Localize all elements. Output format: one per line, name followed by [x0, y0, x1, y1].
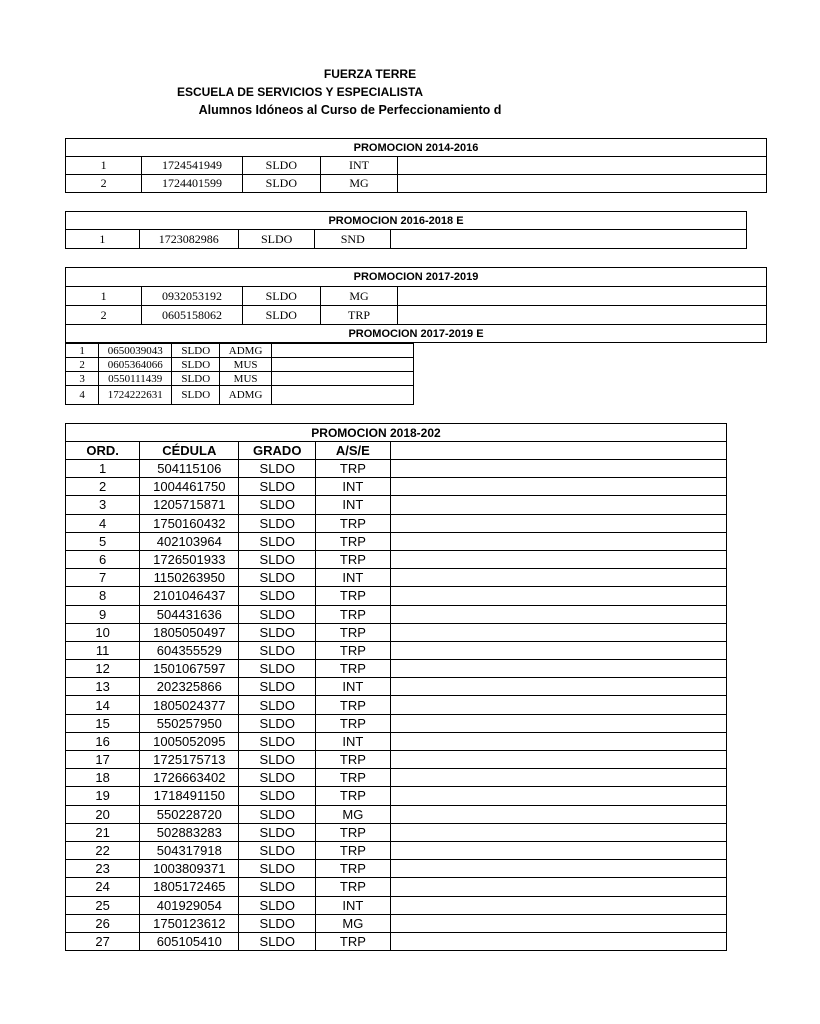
cell-ord: 1: [66, 460, 140, 478]
cell-grado: SLDO: [239, 550, 316, 568]
cell-grado: SLDO: [239, 696, 316, 714]
table-row: 4 1724222631 SLDO ADMG: [66, 386, 414, 405]
header-line-2: ESCUELA DE SERVICIOS Y ESPECIALISTA: [176, 85, 424, 99]
cell-ase: TRP: [316, 751, 390, 769]
cell-cedula: 1003809371: [140, 860, 239, 878]
cell-empty: [390, 660, 726, 678]
cell-ase: TRP: [316, 823, 390, 841]
cell-ase: TRP: [316, 696, 390, 714]
cell-empty: [390, 569, 726, 587]
cell-grado: SLDO: [239, 896, 316, 914]
cell-ase: TRP: [316, 587, 390, 605]
cell-ord: 27: [66, 932, 140, 950]
cell-cedula: 1750123612: [140, 914, 239, 932]
cell-empty: [390, 769, 726, 787]
table-row: [66, 460, 727, 478]
table-row: [66, 532, 727, 550]
table-row: [66, 660, 727, 678]
cell-grado: SLDO: [239, 841, 316, 859]
cell-grado: SLDO: [239, 751, 316, 769]
cell-grado: SLDO: [239, 769, 316, 787]
cell-grado: SLDO: [239, 787, 316, 805]
cell-cedula: 402103964: [140, 532, 239, 550]
table-row: [66, 678, 727, 696]
cell-empty: [390, 678, 726, 696]
cell-cedula: 504115106: [140, 460, 239, 478]
cell-grado: SLDO: [239, 914, 316, 932]
cell-empty: [390, 787, 726, 805]
cell-ase: TRP: [316, 769, 390, 787]
cell-ase: TRP: [316, 641, 390, 659]
cell-cedula: 1805172465: [140, 878, 239, 896]
cell-grado: SLDO: [239, 460, 316, 478]
table-row: [66, 569, 727, 587]
table-row: [66, 841, 727, 859]
table-header-row: [66, 442, 727, 460]
table-promocion-2016-2018: [65, 211, 747, 249]
table-row: [66, 514, 727, 532]
cell-cedula: 1004461750: [140, 478, 239, 496]
cell-cedula: 202325866: [140, 678, 239, 696]
cell-ord: 16: [66, 732, 140, 750]
table-row: 2 0605364066 SLDO MUS: [66, 358, 414, 372]
cell-cedula: 1718491150: [140, 787, 239, 805]
cell-empty: [390, 641, 726, 659]
cell-empty: [390, 714, 726, 732]
cell-cedula: 550228720: [140, 805, 239, 823]
table-row: 1 0932053192 SLDO MG: [66, 287, 767, 306]
cell-grado: SLDO: [239, 623, 316, 641]
cell-cedula: 1205715871: [140, 496, 239, 514]
table-subtitle: PROMOCION 2017-2019 E: [66, 325, 767, 343]
cell-ase: INT: [316, 732, 390, 750]
cell-empty: [390, 587, 726, 605]
table-promocion-2017-2019-e: [65, 343, 414, 405]
cell-grado: SLDO: [239, 678, 316, 696]
cell-empty: [390, 496, 726, 514]
cell-ase: TRP: [316, 460, 390, 478]
cell-empty: [390, 860, 726, 878]
cell-empty: [390, 460, 726, 478]
cell-grado: SLDO: [239, 605, 316, 623]
cell-empty: [390, 623, 726, 641]
cell-grado: SLDO: [239, 732, 316, 750]
cell-grado: SLDO: [239, 496, 316, 514]
table-row: [66, 478, 727, 496]
cell-ord: 5: [66, 532, 140, 550]
cell-empty: [390, 514, 726, 532]
cell-grado: SLDO: [239, 587, 316, 605]
cell-ord: 14: [66, 696, 140, 714]
cell-empty: [390, 896, 726, 914]
cell-cedula: 1726501933: [140, 550, 239, 568]
cell-ord: 7: [66, 569, 140, 587]
cell-ase: TRP: [316, 550, 390, 568]
table-row: 3 0550111439 SLDO MUS: [66, 372, 414, 386]
cell-grado: SLDO: [239, 878, 316, 896]
cell-grado: SLDO: [239, 514, 316, 532]
cell-ase: TRP: [316, 841, 390, 859]
cell-cedula: 1150263950: [140, 569, 239, 587]
table-promocion-2017-2019: [65, 267, 767, 343]
cell-ord: 3: [66, 496, 140, 514]
table-row: [66, 641, 727, 659]
cell-ord: 26: [66, 914, 140, 932]
cell-grado: SLDO: [239, 641, 316, 659]
table-row: [66, 914, 727, 932]
cell-ord: 25: [66, 896, 140, 914]
cell-ase: INT: [316, 678, 390, 696]
table-row: 1 1723082986 SLDO SND: [66, 230, 747, 249]
cell-cedula: 504431636: [140, 605, 239, 623]
cell-grado: SLDO: [239, 569, 316, 587]
cell-empty: [390, 878, 726, 896]
cell-ase: MG: [316, 805, 390, 823]
table-row: [66, 860, 727, 878]
column-header-grado: GRADO: [239, 442, 316, 460]
cell-ase: TRP: [316, 605, 390, 623]
column-header-ase: A/S/E: [316, 442, 390, 460]
cell-ord: 9: [66, 605, 140, 623]
table-row: [66, 878, 727, 896]
cell-ase: TRP: [316, 878, 390, 896]
table-row: [66, 623, 727, 641]
cell-empty: [390, 841, 726, 859]
table-promocion-2018-202: [65, 423, 727, 951]
table-title: PROMOCION 2017-2019: [66, 268, 767, 287]
cell-cedula: 401929054: [140, 896, 239, 914]
cell-ase: TRP: [316, 787, 390, 805]
cell-ord: 13: [66, 678, 140, 696]
table-title: PROMOCION 2016-2018 E: [66, 212, 747, 230]
cell-ord: 11: [66, 641, 140, 659]
cell-grado: SLDO: [239, 860, 316, 878]
cell-ase: MG: [316, 914, 390, 932]
table-title: PROMOCION 2018-202: [66, 424, 727, 442]
cell-ord: 12: [66, 660, 140, 678]
cell-cedula: 605105410: [140, 932, 239, 950]
cell-ase: TRP: [316, 660, 390, 678]
cell-cedula: 1750160432: [140, 514, 239, 532]
cell-ord: 18: [66, 769, 140, 787]
cell-empty: [390, 805, 726, 823]
cell-empty: [390, 932, 726, 950]
table-row: [66, 587, 727, 605]
cell-ord: 21: [66, 823, 140, 841]
cell-ord: 4: [66, 514, 140, 532]
cell-cedula: 1005052095: [140, 732, 239, 750]
cell-ord: 8: [66, 587, 140, 605]
cell-cedula: 1501067597: [140, 660, 239, 678]
cell-empty: [390, 532, 726, 550]
table-row: [66, 550, 727, 568]
cell-cedula: 1805050497: [140, 623, 239, 641]
table-row: [66, 605, 727, 623]
table-row: [66, 714, 727, 732]
table-row: 1 1724541949 SLDO INT: [66, 157, 767, 175]
cell-grado: SLDO: [239, 714, 316, 732]
cell-grado: SLDO: [239, 823, 316, 841]
cell-ord: 24: [66, 878, 140, 896]
table-row: [66, 751, 727, 769]
cell-ord: 6: [66, 550, 140, 568]
table-row: [66, 496, 727, 514]
cell-ase: TRP: [316, 860, 390, 878]
cell-cedula: 1805024377: [140, 696, 239, 714]
cell-empty: [390, 823, 726, 841]
cell-grado: SLDO: [239, 805, 316, 823]
cell-ord: 15: [66, 714, 140, 732]
cell-ase: INT: [316, 478, 390, 496]
table-title: PROMOCION 2014-2016: [66, 139, 767, 157]
cell-ase: INT: [316, 896, 390, 914]
table-row: [66, 932, 727, 950]
cell-grado: SLDO: [239, 532, 316, 550]
table-promocion-2014-2016: [65, 138, 767, 193]
table-row: [66, 823, 727, 841]
header-line-3: Alumnos Idóneos al Curso de Perfeccionamiento d: [198, 103, 502, 117]
cell-empty: [390, 914, 726, 932]
cell-cedula: 1726663402: [140, 769, 239, 787]
cell-ase: INT: [316, 496, 390, 514]
cell-empty: [390, 696, 726, 714]
cell-grado: SLDO: [239, 932, 316, 950]
cell-ord: 19: [66, 787, 140, 805]
cell-cedula: 550257950: [140, 714, 239, 732]
table-row: [66, 896, 727, 914]
cell-empty: [390, 751, 726, 769]
cell-grado: SLDO: [239, 478, 316, 496]
table-row: 1 0650039043 SLDO ADMG: [66, 344, 414, 358]
cell-empty: [390, 732, 726, 750]
cell-ord: 23: [66, 860, 140, 878]
cell-cedula: 504317918: [140, 841, 239, 859]
table-row: [66, 787, 727, 805]
header-line-1: FUERZA TERRE: [323, 67, 417, 81]
cell-empty: [390, 550, 726, 568]
cell-ase: TRP: [316, 532, 390, 550]
cell-ord: 10: [66, 623, 140, 641]
cell-cedula: 502883283: [140, 823, 239, 841]
cell-ase: INT: [316, 569, 390, 587]
cell-empty: [390, 605, 726, 623]
cell-ase: TRP: [316, 514, 390, 532]
table-row: [66, 696, 727, 714]
cell-ase: TRP: [316, 714, 390, 732]
cell-grado: SLDO: [239, 660, 316, 678]
cell-ord: 22: [66, 841, 140, 859]
table-row: [66, 805, 727, 823]
column-header-cedula: CÉDULA: [140, 442, 239, 460]
cell-cedula: 604355529: [140, 641, 239, 659]
cell-ase: TRP: [316, 932, 390, 950]
table-row: 2 1724401599 SLDO MG: [66, 175, 767, 193]
cell-cedula: 1725175713: [140, 751, 239, 769]
column-header-ord: ORD.: [66, 442, 140, 460]
cell-ase: TRP: [316, 623, 390, 641]
cell-ord: 17: [66, 751, 140, 769]
table-row: 2 0605158062 SLDO TRP: [66, 306, 767, 325]
cell-ord: 2: [66, 478, 140, 496]
table-row: [66, 732, 727, 750]
cell-cedula: 2101046437: [140, 587, 239, 605]
table-row: [66, 769, 727, 787]
cell-empty: [390, 478, 726, 496]
cell-ord: 20: [66, 805, 140, 823]
